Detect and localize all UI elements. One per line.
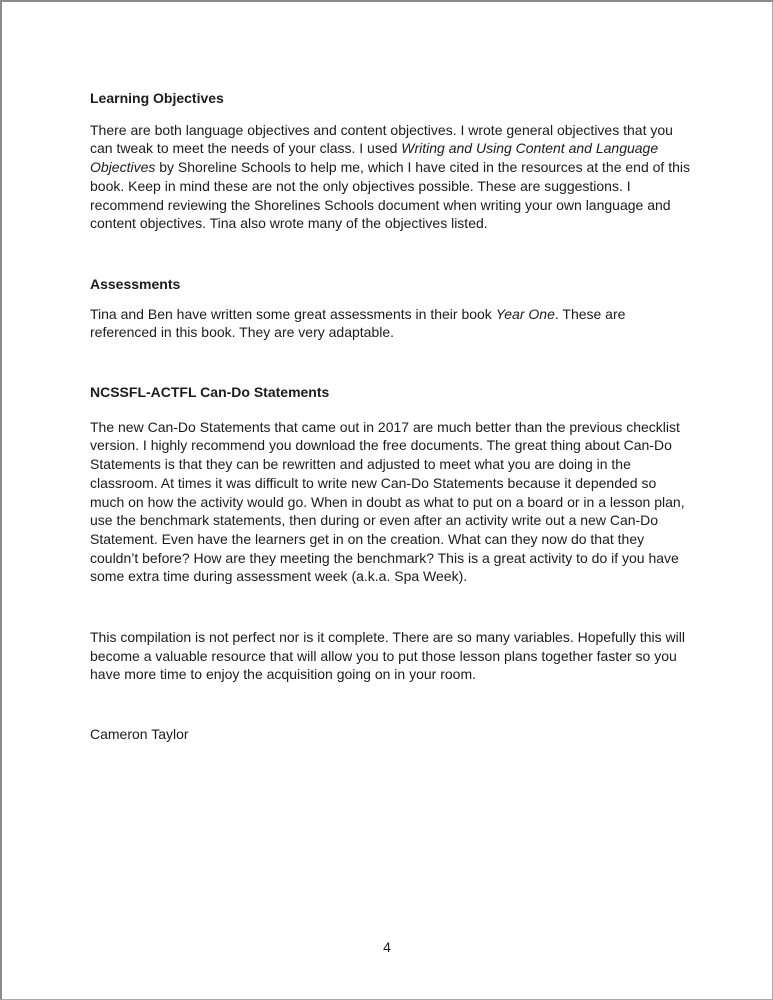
section-cando-statements: [90, 383, 693, 586]
body-text: by Shoreline Schools to help me, which I have cited in the resources at the end of this book. Keep in mind these are not the only objectives possible. These are suggestions. I recommend reviewing the Shorelines Schools document when writing your own language and content objectives. Tina also wrote many of the objectives listed.: [90, 159, 690, 232]
paragraph-assessments: [90, 305, 693, 342]
body-text: This compilation is not perfect nor is it complete. There are so many variables. Hopefully this will become a valuable resource that will allow you to put those lesson plans together faster so you have more time to enjoy the acquisition going on in your room.: [90, 629, 685, 683]
section-learning-objectives: [90, 89, 693, 233]
paragraph-learning-objectives: [90, 121, 693, 233]
body-text: Tina and Ben have written some great assessments in their book: [90, 305, 496, 322]
page-number: 4: [383, 939, 391, 955]
paragraph-cando-statements: [90, 418, 693, 586]
italic-book-title: Year One: [495, 305, 555, 322]
page-content: [2, 2, 772, 744]
heading-assessments: Assessments: [90, 275, 181, 292]
page-footer: [2, 938, 772, 957]
body-text: There are both language objectives and content objectives. I wrote general objectives that you can tweak to meet the needs of your class. I used: [90, 121, 673, 157]
paragraph-closing: [90, 628, 693, 684]
body-text: The new Can-Do Statements that came out in 2017 are much better than the previous checklist version. I highly recommend you download the free documents. The great thing about Can-Do Statements is that they can be rewritten and adjusted to meet what you are doing in the classroom. At times it was difficult to write new Can-Do Statements because it depended so much on how the activity would go. When in doubt as what to put on a board or in a lesson plan, use the benchmark statements, then during or even after an activity write out a new Can-Do Statement. Even have the learners get in on the creation. What can they now do that they couldn’t before? How are they meeting the benchmark? This is a great activity to do if you have some extra time during assessment week (a.k.a. Spa Week).: [90, 418, 685, 585]
heading-learning-objectives: Learning Objectives: [90, 90, 224, 106]
body-text: . These are referenced in this book. They are very adaptable.: [90, 305, 626, 341]
author-signature: Cameron Taylor: [90, 726, 189, 743]
section-assessments: [90, 275, 693, 342]
heading-cando-statements: NCSSFL-ACTFL Can-Do Statements: [90, 384, 330, 401]
italic-book-title: Writing and Using Content and Language Objectives: [90, 140, 659, 176]
